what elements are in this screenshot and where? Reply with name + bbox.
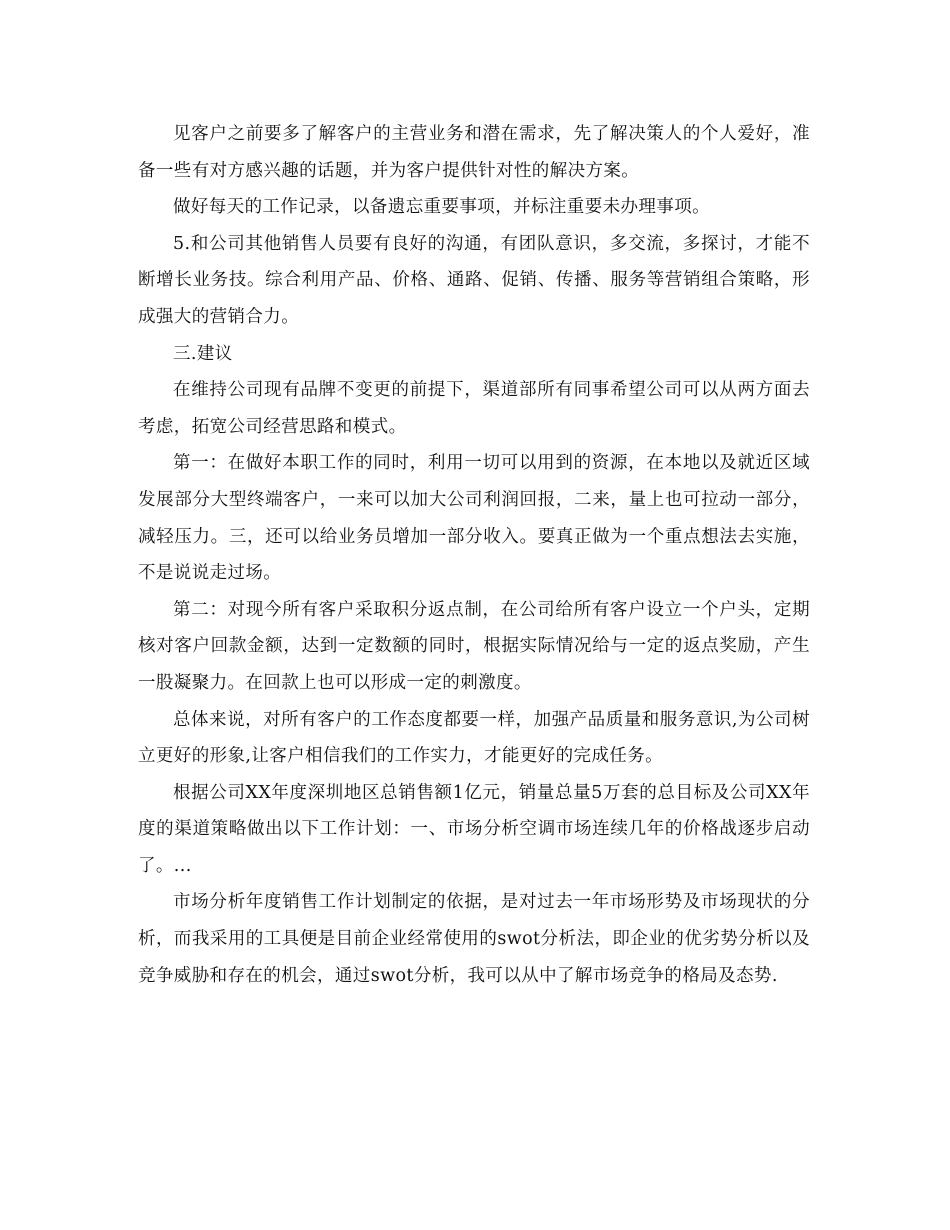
document-body	[138, 116, 810, 994]
paragraph-sales-plan: 根据公司XX年度深圳地区总销售额1亿元，销量总量5万套的总目标及公司XX年度的渠道策略做出以下工作计划：一、市场分析空调市场连续几年的价格战逐步启动了。...	[138, 782, 810, 876]
paragraph-team-communication: 5.和公司其他销售人员要有良好的沟通，有团队意识，多交流，多探讨，才能不断增长业务技。综合利用产品、价格、通路、促销、传播、服务等营销组合策略，形成强大的营销合力。	[138, 233, 810, 327]
paragraph-suggestion-one: 第一：在做好本职工作的同时，利用一切可以用到的资源，在本地以及就近区域发展部分大型终端客户，一来可以加大公司利润回报，二来，量上也可拉动一部分，减轻压力。三，还可以给业务员增加一部分收入。要真正做为一个重点想法去实施，不是说说走过场。	[138, 453, 810, 584]
paragraph-summary: 总体来说，对所有客户的工作态度都要一样，加强产品质量和服务意识,为公司树立更好的形象,让客户相信我们的工作实力，才能更好的完成任务。	[138, 709, 810, 767]
paragraph-work-log: 做好每天的工作记录，以备遗忘重要事项，并标注重要未办理事项。	[173, 197, 710, 218]
paragraph-client-prep: 见客户之前要多了解客户的主营业务和潜在需求，先了解决策人的个人爱好，准备一些有对方感兴趣的话题，并为客户提供针对性的解决方案。	[138, 124, 810, 181]
paragraph-suggestion-two: 第二：对现今所有客户采取积分返点制，在公司给所有客户设立一个户头，定期核对客户回款金额，达到一定数额的同时，根据实际情况给与一定的返点奖励，产生一股凝聚力。在回款上也可以形成一定的刺激度。	[138, 599, 810, 693]
paragraph-market-analysis: 市场分析年度销售工作计划制定的依据，是对过去一年市场形势及市场现状的分析，而我采用的工具便是目前企业经常使用的swot分析法，即企业的优劣势分析以及竞争威胁和存在的机会，通过swot分析，我可以从中了解市场竞争的格局及态势.	[138, 892, 810, 986]
paragraph-suggestions-intro: 在维持公司现有品牌不变更的前提下，渠道部所有同事希望公司可以从两方面去考虑，拓宽公司经营思路和模式。	[138, 380, 810, 437]
section-heading-suggestions: 三.建议	[173, 343, 233, 364]
